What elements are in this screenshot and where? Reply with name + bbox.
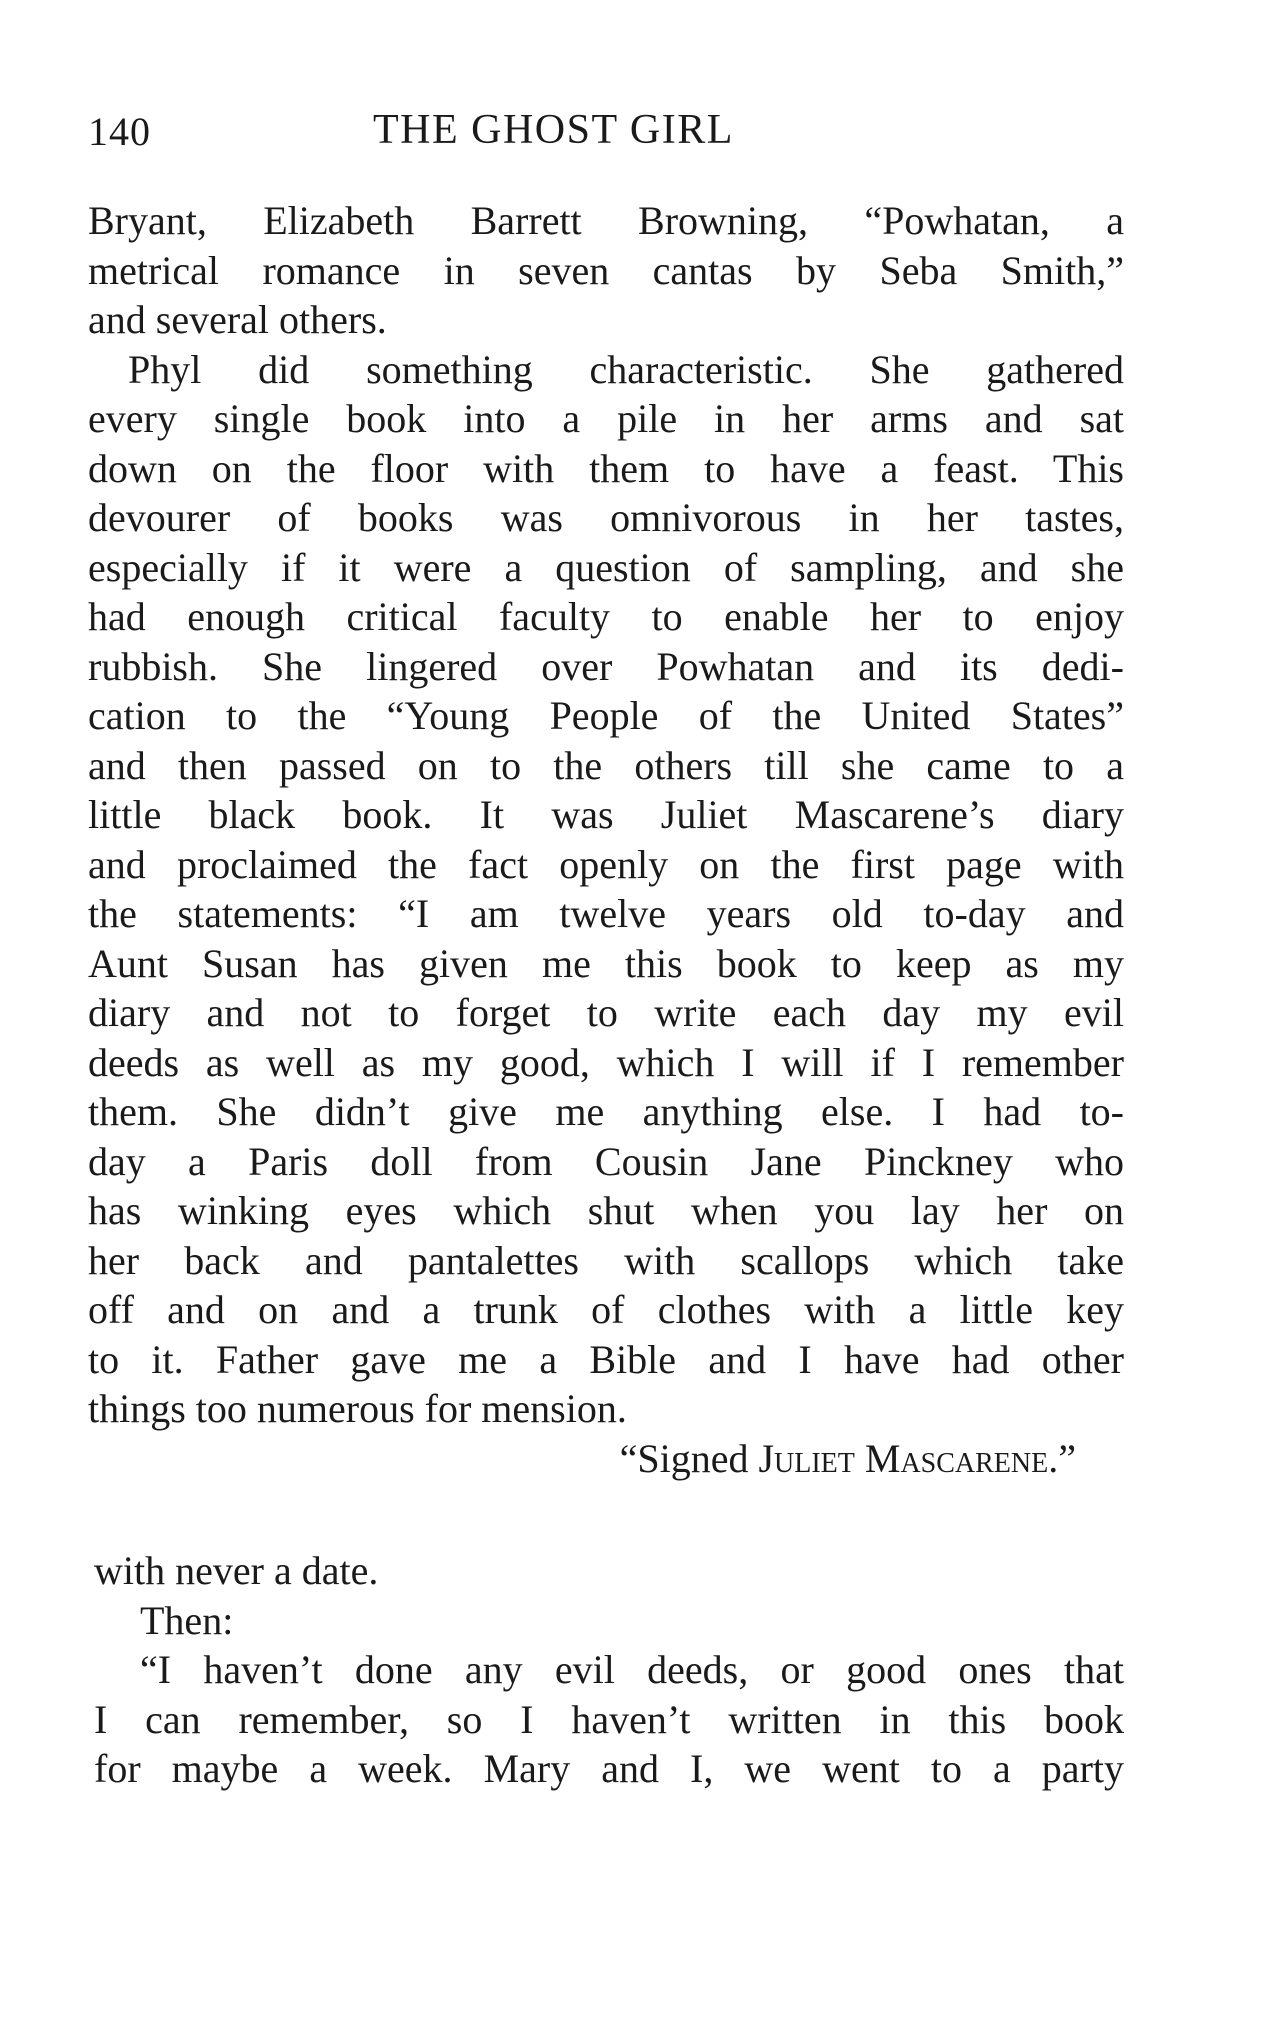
body-text: [88, 196, 1124, 1483]
text-line: metrical romance in seven cantas by Seba Smith,”: [88, 247, 1124, 293]
text-line: them. She didn’t give me anything else. I had to-: [88, 1089, 1124, 1134]
text-line: deeds as well as my good, which I will if I remember: [88, 1039, 1124, 1085]
text-line: Phyl did something characteristic. She gathered: [128, 346, 1124, 392]
text-line: little black book. It was Juliet Mascarene’s diary: [88, 792, 1124, 837]
text-line: has winking eyes which shut when you lay her on: [88, 1188, 1124, 1233]
text-line: devourer of books was omnivorous in her tastes,: [88, 495, 1124, 540]
text-line: day a Paris doll from Cousin Jane Pinckney who: [88, 1138, 1124, 1184]
text-line: and several others.: [88, 297, 387, 342]
text-line: every single book into a pile in her arms and sat: [88, 396, 1124, 441]
text-line: Bryant, Elizabeth Barrett Browning, “Powhatan, a: [88, 198, 1124, 243]
signature-prefix: “Signed: [619, 1435, 759, 1481]
text-line: and proclaimed the fact openly on the first page with: [88, 841, 1124, 887]
signature-line: [88, 1434, 1124, 1484]
text-line: cation to the “Young People of the United States”: [88, 693, 1124, 738]
text-line: the statements: “I am twelve years old to-day and: [88, 891, 1124, 936]
text-line: with never a date.: [94, 1548, 379, 1593]
text-line: rubbish. She lingered over Powhatan and its dedi-: [88, 643, 1124, 689]
signature-name: Juliet Mascarene.”: [758, 1435, 1076, 1481]
text-line: Then:: [140, 1597, 234, 1643]
text-line: her back and pantalettes with scallops which take: [88, 1237, 1124, 1283]
text-line: especially if it were a question of sampling, and she: [88, 544, 1124, 590]
text-line: diary and not to forget to write each day my evil: [88, 990, 1124, 1035]
text-line: to it. Father gave me a Bible and I have had other: [88, 1336, 1124, 1382]
text-line: Aunt Susan has given me this book to keep as my: [88, 940, 1124, 986]
text-line: had enough critical faculty to enable her to enjoy: [88, 594, 1124, 639]
text-line: for maybe a week. Mary and I, we went to a party: [94, 1746, 1124, 1791]
text-line: and then passed on to the others till she came to a: [88, 742, 1124, 788]
running-head: THE GHOST GIRL: [373, 107, 734, 153]
page-number: 140: [88, 109, 151, 154]
text-line: I can remember, so I haven’t written in this book: [94, 1696, 1124, 1742]
body-text-continued: [94, 1546, 1124, 1794]
text-line: off and on and a trunk of clothes with a little key: [88, 1287, 1124, 1332]
text-line: things too numerous for mension.: [88, 1386, 627, 1431]
page-header: [88, 100, 1128, 170]
text-line: down on the floor with them to have a feast. This: [88, 445, 1124, 491]
text-line: “I haven’t done any evil deeds, or good ones that: [140, 1647, 1124, 1692]
